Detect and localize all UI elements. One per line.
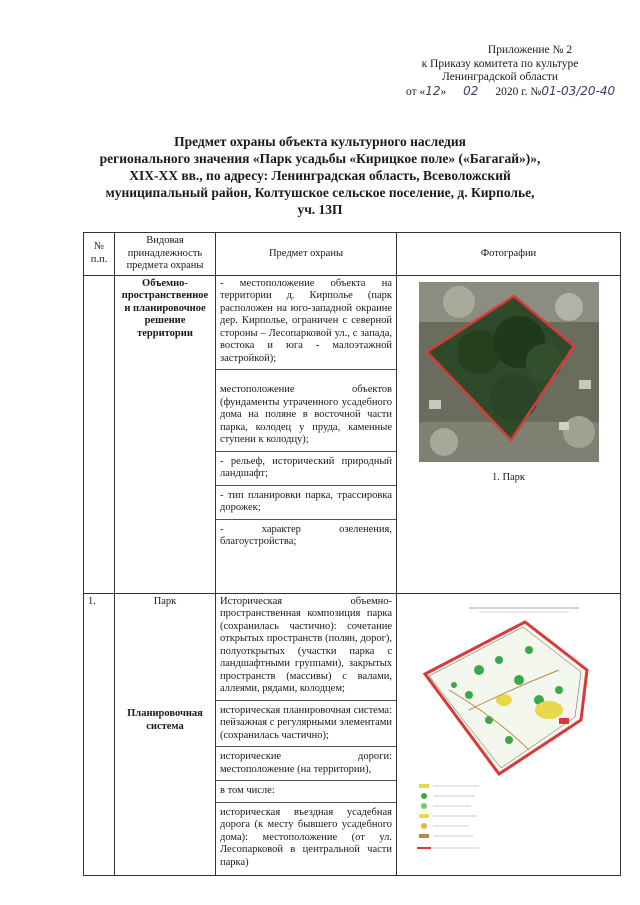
row1-item: - рельеф, исторический природный ландшафт;	[220, 455, 392, 479]
park-aerial-photo	[419, 282, 599, 462]
row1-subject-cell	[216, 275, 397, 593]
row2-subject-cell	[216, 593, 397, 876]
divider	[216, 519, 396, 520]
row2-num: 1.	[84, 593, 115, 876]
title-line-5: уч. 13П	[297, 202, 343, 217]
row2-item: исторические дороги: местоположение (на территории),	[220, 751, 392, 775]
handwritten-month: 02	[463, 83, 479, 98]
photo-caption: 1. Парк	[491, 471, 526, 483]
date-quote: »	[440, 85, 447, 98]
divider	[216, 802, 396, 803]
date-prefix: от «	[406, 85, 426, 98]
row2-kind-cell	[115, 593, 216, 876]
divider	[216, 485, 396, 486]
row2-kind-top: Парк	[153, 595, 177, 607]
handwritten-number: 01-03/20-40	[541, 83, 616, 98]
row1-num-cell	[84, 275, 115, 593]
park-plan-map	[409, 600, 609, 862]
year-text: 2020 г. №	[495, 85, 542, 98]
appendix-line-1: Приложение № 2	[487, 44, 573, 56]
protection-table	[83, 232, 621, 876]
title-line-2: регионального значения «Парк усадьбы «Кирицкое поле» («Багагай»)»,	[99, 151, 541, 166]
row2-item: историческая планировочная система: пейзажная с регулярными элементами (сохранилась частично);	[220, 704, 392, 741]
header-subject: Предмет охраны	[216, 233, 397, 276]
header-kind: Видовая принадлежность предмета охраны	[115, 233, 216, 276]
row1-item: местоположение объектов (фундаменты утраченного усадебного дома на поляне в восточной части парка, колодец у пруда, каменные ступени к колодцу);	[220, 384, 392, 445]
divider	[216, 780, 396, 781]
row1-item: - характер озеленения, благоустройства;	[220, 523, 392, 547]
title-line-1: Предмет охраны объекта культурного наследия	[174, 134, 466, 149]
appendix-date-line	[380, 85, 620, 100]
row1-item: - местоположение объекта на территории д. Кирполье (парк расположен на юго-западной окраине дер. Кирполье, ограничен с северной стороны – Лесопарковой ул., с запада, востока и юга - малоэтажной застройкой);	[220, 277, 392, 364]
header-photos: Фотографии	[397, 233, 621, 276]
title-line-3: XIX-XX вв., по адресу: Ленинградская область, Всеволожский	[129, 168, 511, 183]
row2-plan-cell	[397, 593, 621, 876]
row2-item: историческая въездная усадебная дорога (к месту бывшего усадебного дома): местоположение (от ул. Лесопарковой в центральной части парка)	[220, 806, 392, 868]
table-row	[84, 593, 621, 876]
row1-photo-cell	[397, 275, 621, 593]
appendix-line-2: к Приказу комитета по культуре	[421, 57, 579, 70]
header-num: № п.п.	[84, 233, 115, 276]
title-line-4: муниципальный район, Колтушское сельское поселение, д. Кирполье,	[105, 185, 535, 200]
table-row	[84, 275, 621, 593]
appendix-header	[380, 44, 620, 99]
row2-item: в том числе:	[220, 785, 275, 796]
row2-item: Историческая объемно-пространственная композиция парка (сохранилась частично): сочетание открытых пространств (полян, дорог), полуоткрытых (участки парка с ландшафтными группами), закрытых пространств (массивы) с валами, аллеями, рядами, колодцем;	[220, 595, 392, 694]
row1-kind: Объемно-пространственное и планировочное решение территории	[115, 275, 216, 593]
handwritten-day: 12	[425, 83, 441, 98]
divider	[216, 700, 396, 701]
divider	[216, 451, 396, 452]
divider	[216, 746, 396, 747]
table-header-row	[84, 233, 621, 276]
row2-kind-bottom: Планировочная система	[127, 708, 203, 732]
divider	[216, 369, 396, 370]
document-title	[70, 133, 570, 218]
row1-item: - тип планировки парка, трассировка дорожек;	[220, 489, 392, 513]
appendix-line-3: Ленинградской области	[441, 71, 559, 83]
